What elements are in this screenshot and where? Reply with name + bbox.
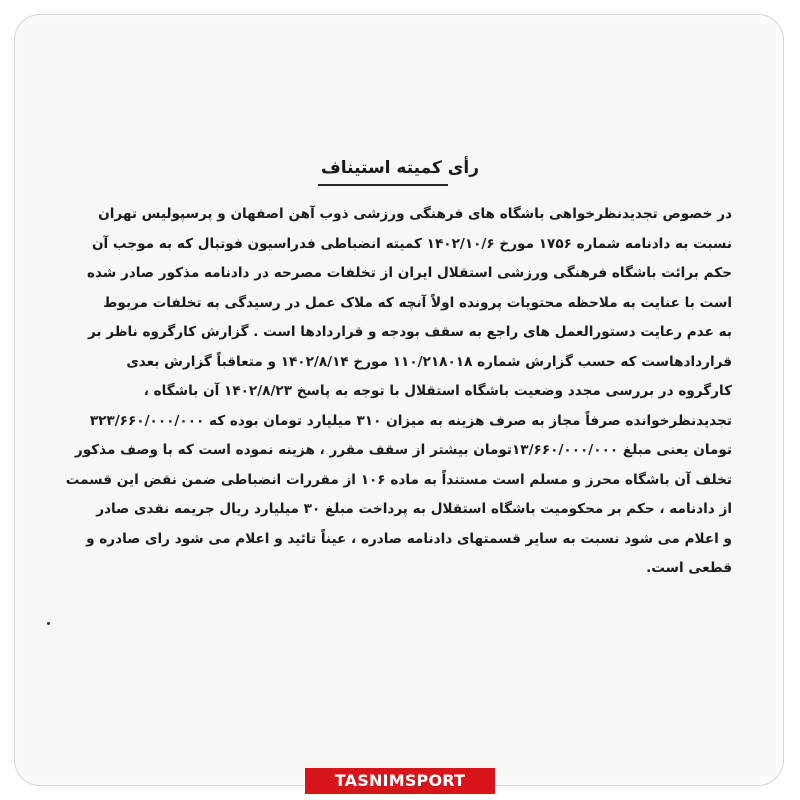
ruling-line: نسبت به دادنامه شماره ۱۷۵۶ مورخ ۱۴۰۲/۱۰/۶ کمیته انضباطی فدراسیون فوتبال که به موجب آن (91, 235, 732, 252)
ruling-line: قراردادهاست که حسب گزارش شماره ۱۱۰/۲۱۸۰۱۸ مورخ ۱۴۰۲/۸/۱۴ و متعاقباً گزارش بعدی (126, 353, 732, 370)
ruling-line: قطعی است. (646, 560, 732, 576)
ruling-line: تجدیدنظرخوانده صرفاً مجاز به صرف هزینه به میزان ۳۱۰ میلیارد تومان بوده که ۳۲۳/۶۶۰/۰۰۰/۰۰۰ (89, 412, 732, 429)
ruling-line: حکم برائت باشگاه فرهنگی ورزشی استقلال ایران از تخلفات مصرحه در دادنامه مذکور صادر شده (87, 265, 732, 281)
ruling-line: تومان یعنی مبلغ ۱۳/۶۶۰/۰۰۰/۰۰۰تومان بیشتر از سقف مقرر ، هزینه نموده است که با وصف مذکور (74, 442, 732, 458)
ruling-line: کارگروه در بررسی مجدد وضعیت باشگاه استقلال با توجه به پاسخ ۱۴۰۲/۸/۲۳ آن باشگاه ، (143, 383, 732, 399)
ruling-body (60, 200, 732, 584)
tasnimsport-logo: TASNIMSPORT (305, 768, 495, 794)
ruling-line: و اعلام می شود نسبت به سایر قسمتهای دادنامه صادره ، عیناً تائید و اعلام می شود رای صادره و (86, 530, 732, 547)
document-title: رأی کمیته استیناف (321, 158, 479, 178)
scan-speck (47, 622, 50, 625)
ruling-line: در خصوص تجدیدنظرخواهی باشگاه های فرهنگی ورزشی ذوب آهن اصفهان و پرسپولیس تهران (98, 206, 732, 222)
title-underline (318, 184, 448, 186)
ruling-line: به عدم رعایت دستورالعمل های راجع به سقف بودجه و قراردادها است . گزارش کارگروه ناظر بر (87, 324, 732, 340)
ruling-line: است با عنایت به ملاحظه محتویات پرونده اولاً آنچه که ملاک عمل در رسیدگی به تخلفات مربوط (103, 294, 732, 311)
ruling-line: از دادنامه ، حکم بر محکومیت باشگاه استقلال به پرداخت مبلغ ۳۰ میلیارد ریال جریمه نقدی صادر (96, 501, 732, 517)
ruling-line: تخلف آن باشگاه محرز و مسلم است مستنداً به ماده ۱۰۶ از مقررات انضباطی ضمن نقض این قسمت (65, 471, 732, 488)
